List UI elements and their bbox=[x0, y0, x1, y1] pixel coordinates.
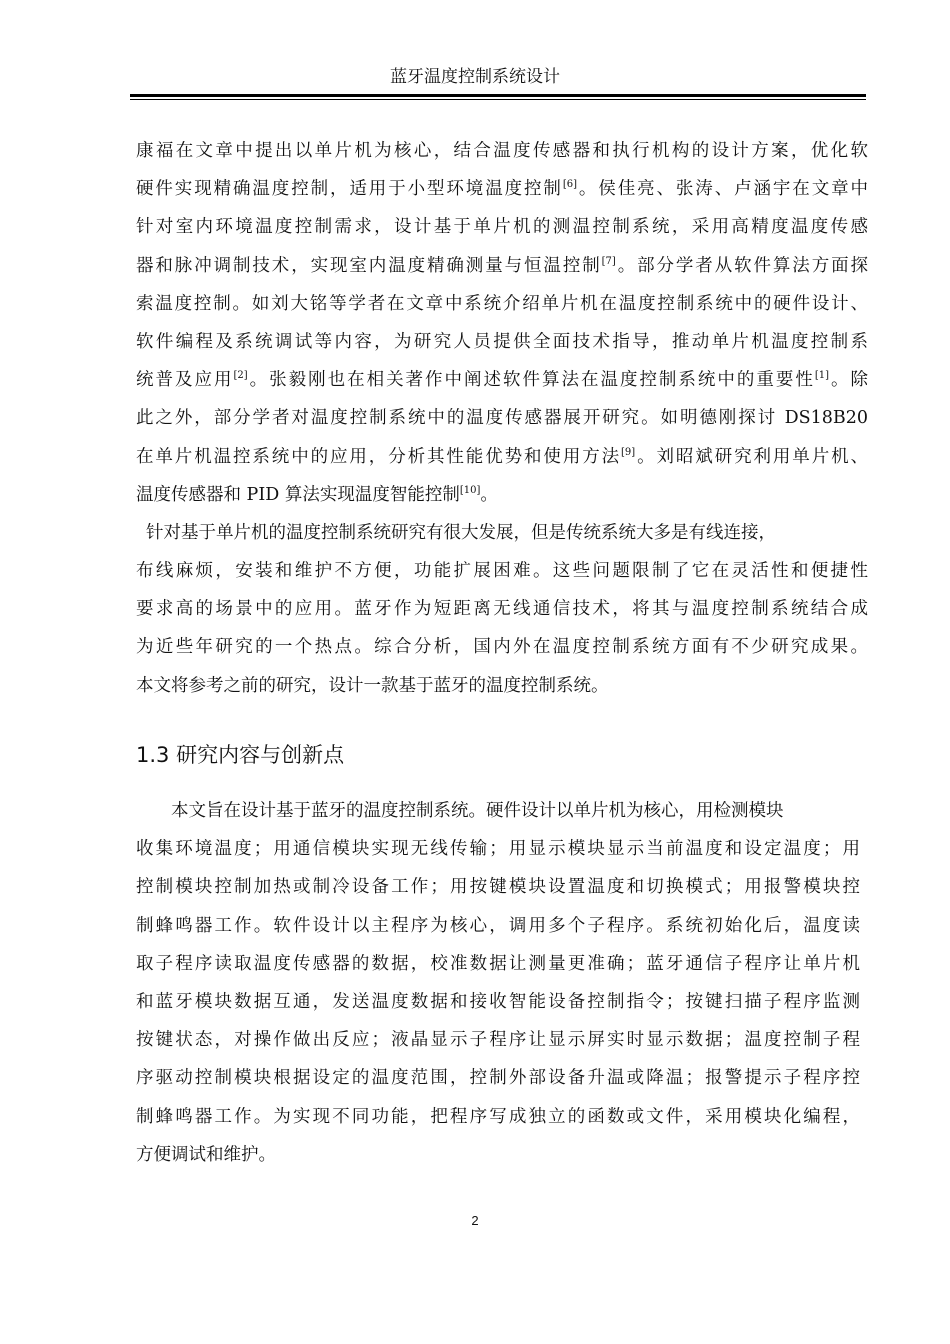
running-header-title: 蓝牙温度控制系统设计 bbox=[390, 67, 560, 87]
para1-line: 温度传感器和 PID 算法实现温度智能控制[10]。 bbox=[136, 484, 498, 505]
section-heading: 1.3 研究内容与创新点 bbox=[136, 743, 345, 767]
para3-line: 本文旨在设计基于蓝牙的温度控制系统。硬件设计以单片机为核心，用检测模块 bbox=[171, 801, 784, 821]
para1-line: 在单片机温控系统中的应用，分析其性能优势和使用方法[9]。刘昭斌研究利用单片机、 bbox=[136, 446, 869, 467]
para3-line: 序驱动控制模块根据设定的温度范围，控制外部设备升温或降温；报警提示子程序控 bbox=[136, 1068, 860, 1089]
body-text-block-1 bbox=[136, 132, 868, 705]
header-rule-thick bbox=[130, 94, 866, 97]
para3-line: 按键状态，对操作做出反应；液晶显示子程序让显示屏实时显示数据；温度控制子程 bbox=[136, 1030, 860, 1051]
para3-line: 取子程序读取温度传感器的数据，校准数据让测量更准确；蓝牙通信子程序让单片机 bbox=[136, 953, 860, 974]
citation: [1] bbox=[814, 370, 830, 382]
citation: [9] bbox=[621, 446, 636, 458]
page-number: 2 bbox=[471, 1213, 479, 1228]
para2-line: 为近些年研究的一个热点。综合分析，国内外在温度控制系统方面有不少研究成果。 bbox=[136, 637, 868, 658]
para2-line: 本文将参考之前的研究，设计一款基于蓝牙的温度控制系统。 bbox=[136, 675, 609, 696]
para1-line: 康福在文章中提出以单片机为核心，结合温度传感器和执行机构的设计方案，优化软 bbox=[136, 141, 868, 161]
citation: [10] bbox=[459, 484, 481, 496]
para1-line: 针对室内环境温度控制需求，设计基于单片机的测温控制系统，采用高精度温度传感 bbox=[136, 217, 868, 238]
para3-line: 控制模块控制加热或制冷设备工作；用按键模块设置温度和切换模式；用报警模块控 bbox=[136, 877, 860, 898]
para1-line: 此之外，部分学者对温度控制系统中的温度传感器展开研究。如明德刚探讨 DS18B20 bbox=[136, 408, 868, 429]
para1-line: 器和脉冲调制技术，实现室内温度精确测量与恒温控制[7]。部分学者从软件算法方面探 bbox=[136, 255, 869, 276]
para3-line: 制蜂鸣器工作。为实现不同功能，把程序写成独立的函数或文件，采用模块化编程， bbox=[136, 1106, 860, 1127]
citation: [6] bbox=[562, 179, 577, 191]
citation: [2] bbox=[233, 370, 248, 382]
header-rule-thin bbox=[130, 99, 866, 100]
para3-line: 方便调试和维护。 bbox=[136, 1144, 276, 1165]
body-text-block-2 bbox=[136, 792, 860, 1174]
para1-line: 统普及应用[2]。张毅刚也在相关著作中阐述软件算法在温度控制系统中的重要性[1]。除 bbox=[136, 370, 869, 391]
para1-line: 硬件实现精确温度控制，适用于小型环境温度控制[6]。侯佳亮、张涛、卢涵宇在文章中 bbox=[136, 179, 869, 200]
para2-line: 布线麻烦，安装和维护不方便，功能扩展困难。这些问题限制了它在灵活性和便捷性 bbox=[136, 561, 868, 582]
citation: [7] bbox=[601, 255, 616, 267]
para1-line: 索温度控制。如刘大铭等学者在文章中系统介绍单片机在温度控制系统中的硬件设计、 bbox=[136, 293, 868, 314]
para3-line: 制蜂鸣器工作。软件设计以主程序为核心，调用多个子程序。系统初始化后，温度读 bbox=[136, 915, 860, 936]
para1-line: 软件编程及系统调试等内容，为研究人员提供全面技术指导，推动单片机温度控制系 bbox=[136, 331, 868, 352]
para2-line: 要求高的场景中的应用。蓝牙作为短距离无线通信技术，将其与温度控制系统结合成 bbox=[136, 599, 868, 620]
para3-line: 和蓝牙模块数据互通，发送温度数据和接收智能设备控制指令；按键扫描子程序监测 bbox=[136, 991, 860, 1012]
para2-line: 针对基于单片机的温度控制系统研究有很大发展，但是传统系统大多是有线连接， bbox=[146, 522, 776, 543]
para3-line: 收集环境温度；用通信模块实现无线传输；用显示模块显示当前温度和设定温度；用 bbox=[136, 839, 860, 860]
